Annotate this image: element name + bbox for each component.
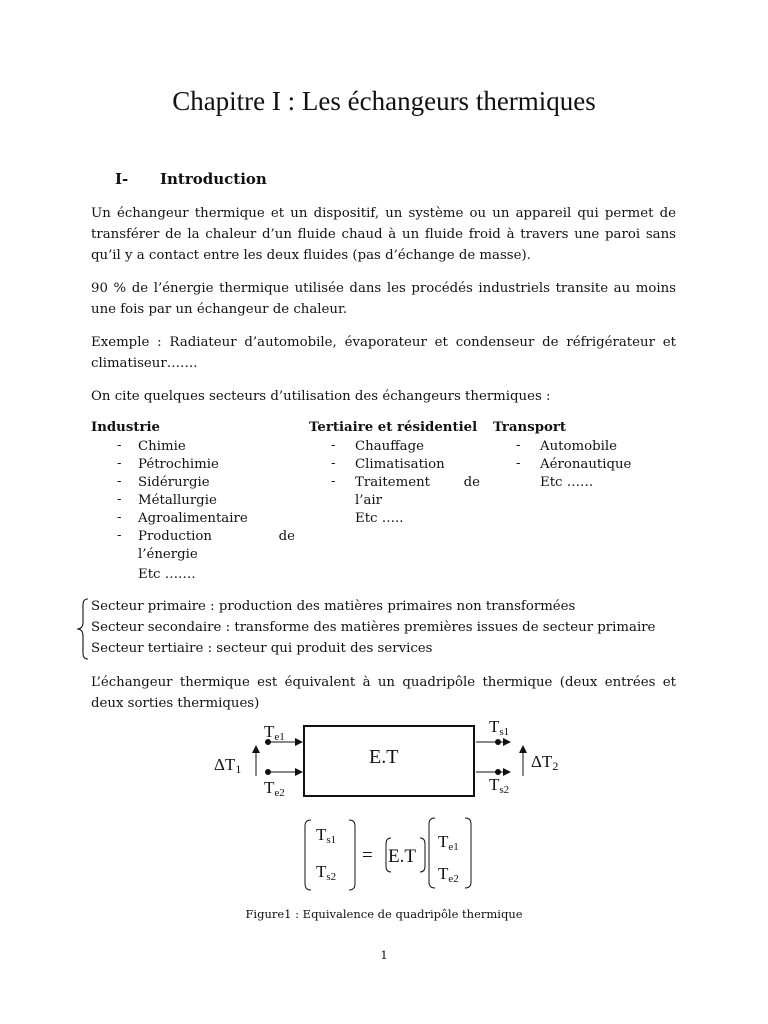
list-dash: - (516, 456, 521, 471)
exchanger-box-label: E.T (369, 746, 399, 768)
column-header-industrie: Industrie (91, 420, 160, 435)
list-item: Aéronautique (540, 457, 632, 472)
list-item: Automobile (540, 439, 618, 454)
matrix-ts1: Ts1 (316, 825, 337, 846)
page-title: Chapitre I : Les échangeurs thermiques (172, 86, 596, 116)
figure-caption: Figure1 : Equivalence de quadripôle thermique (245, 907, 523, 921)
column-header-tertiaire: Tertiaire et résidentiel (309, 420, 478, 435)
matrix-equals: = (362, 845, 373, 866)
list-item: Pétrochimie (138, 457, 219, 472)
list-etc: Etc …… (540, 475, 594, 490)
list-item: Climatisation (355, 457, 445, 472)
column-header-transport: Transport (493, 420, 567, 435)
matrix-te1: Te1 (438, 832, 459, 853)
list-dash: - (516, 438, 521, 453)
list-etc: Etc ……. (138, 567, 196, 582)
list-item-continuation: l’air (355, 493, 383, 508)
label-te1: Te1 (264, 722, 285, 743)
label-te2: Te2 (264, 778, 285, 799)
page-number: 1 (380, 948, 388, 962)
sector-secondaire: Secteur secondaire : transforme des matières premières issues de secteur primaire (91, 620, 656, 635)
label-delta-t2: ΔT2 (531, 752, 559, 773)
list-dash: - (331, 438, 336, 453)
label-delta-t1: ΔT1 (214, 755, 242, 776)
list-item: Chimie (138, 439, 186, 454)
matrix-et: E.T (388, 846, 416, 867)
section-heading: Introduction (160, 170, 267, 188)
paragraph-example: Exemple : Radiateur d’automobile, évaporateur et condenseur de réfrigérateur et climatiseur……. (91, 335, 676, 371)
list-dash: - (117, 492, 122, 507)
list-etc: Etc ….. (355, 511, 404, 526)
list-dash: - (117, 528, 122, 543)
list-item: Sidérurgie (138, 475, 210, 490)
label-ts1: Ts1 (489, 717, 510, 738)
list-dash: - (117, 456, 122, 471)
list-dash: - (117, 474, 122, 489)
list-item-continuation: l’énergie (138, 547, 198, 562)
list-item: Agroalimentaire (138, 511, 248, 526)
paragraph-definition: Un échangeur thermique et un dispositif, un système ou un appareil qui permet de transférer de la chaleur d’un fluide chaud à un fluide froid à travers une paroi sans qu’il y a contact entre les deux fluides (pas d’échange de masse). (91, 206, 676, 263)
matrix-te2: Te2 (438, 864, 459, 885)
list-item: Traitement de (355, 475, 480, 490)
list-dash: - (117, 510, 122, 525)
list-item: Production de (138, 529, 295, 544)
sector-primaire: Secteur primaire : production des matières primaires non transformées (91, 599, 576, 614)
list-dash: - (117, 438, 122, 453)
list-item: Métallurgie (138, 493, 217, 508)
paragraph-energy: 90 % de l’énergie thermique utilisée dans les procédés industriels transite au moins une fois par un échangeur de chaleur. (91, 281, 676, 317)
matrix-ts2: Ts2 (316, 862, 337, 883)
list-dash: - (331, 474, 336, 489)
sector-tertiaire: Secteur tertiaire : secteur qui produit des services (91, 641, 433, 656)
paragraph-sectors-intro: On cite quelques secteurs d’utilisation des échangeurs thermiques : (91, 389, 551, 404)
section-number: I- (115, 170, 129, 188)
list-item: Chauffage (355, 439, 424, 454)
list-dash: - (331, 456, 336, 471)
paragraph-quadripole: L’échangeur thermique est équivalent à un quadripôle thermique (deux entrées et deux sorties thermiques) (91, 675, 676, 711)
label-ts2: Ts2 (489, 775, 510, 796)
